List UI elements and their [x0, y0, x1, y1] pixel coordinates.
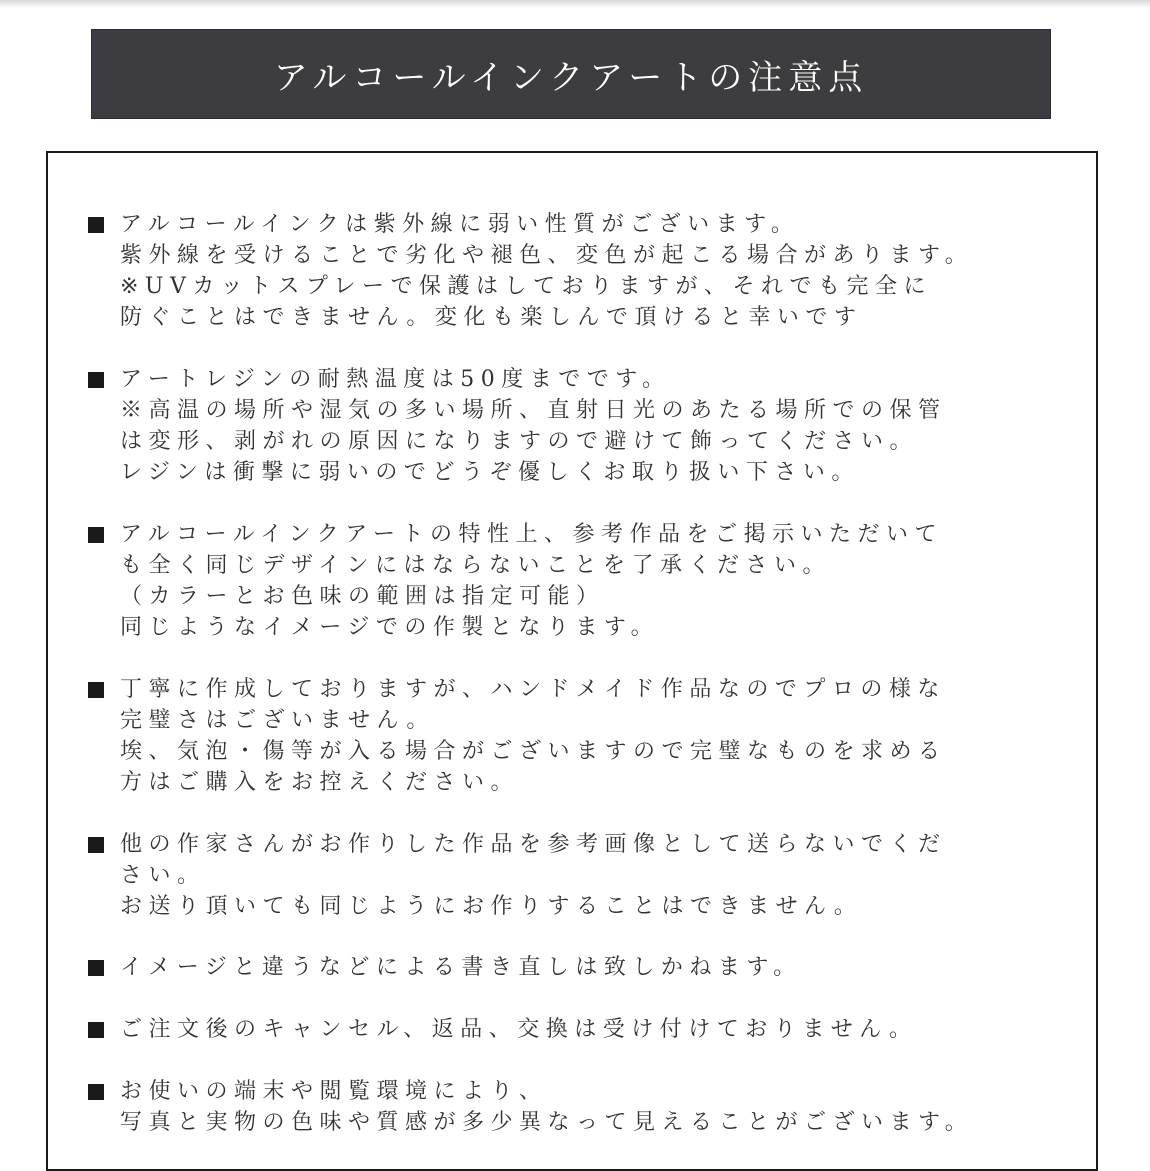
square-bullet-icon: [88, 960, 104, 976]
note-line: [88, 860, 1098, 891]
note-line: [88, 457, 1098, 488]
note-line: [88, 674, 1098, 705]
note-text: 写真と実物の色味や質感が多少異なって見えることがございます。: [120, 1110, 974, 1135]
square-bullet-icon: [88, 217, 104, 233]
square-bullet-icon: [88, 1084, 104, 1100]
square-bullet-icon: [88, 837, 104, 853]
note-text: アルコールインクアートの特性上、参考作品をご掲示いただいて: [120, 522, 943, 547]
note-item-heat: [88, 364, 1098, 488]
page-title: アルコールインクアートの注意点: [273, 57, 869, 98]
note-text: お使いの端末や閲覧環境により、: [120, 1079, 548, 1104]
note-text: 同じようなイメージでの作製となります。: [120, 615, 660, 640]
note-line: [88, 1107, 1098, 1138]
note-line: [88, 519, 1098, 550]
note-line: [88, 364, 1098, 395]
note-item-handmade: [88, 674, 1098, 798]
note-line: [88, 395, 1098, 426]
note-text: ※UVカットスプレーで保護はしておりますが、それでも完全に: [120, 274, 933, 299]
note-text: 埃、気泡・傷等が入る場合がございますので完璧なものを求める: [120, 739, 947, 764]
note-item-uv: [88, 209, 1098, 333]
note-text: 他の作家さんがお作りした作品を参考画像として送らないでくだ: [120, 832, 947, 857]
note-item-cancellation: [88, 1014, 1098, 1045]
note-text: 丁寧に作成しておりますが、ハンドメイド作品なのでプロの様な: [120, 677, 946, 702]
note-line: [88, 829, 1098, 860]
note-text: さい。: [120, 863, 206, 888]
square-bullet-icon: [88, 372, 104, 388]
note-line: [88, 426, 1098, 457]
note-line: [88, 550, 1098, 581]
note-line: [88, 1076, 1098, 1107]
note-line: [88, 302, 1098, 333]
note-text: 完璧さはございません。: [120, 708, 435, 733]
note-item-redraw: [88, 952, 1098, 983]
note-text: ご注文後のキャンセル、返品、交換は受け付けておりません。: [120, 1017, 918, 1042]
note-text: レジンは衝撃に弱いのでどうぞ優しくお取り扱い下さい。: [120, 460, 860, 485]
top-edge-shadow: [0, 0, 1150, 8]
note-text: 防ぐことはできません。変化も楽しんで頂けると幸いです: [120, 305, 863, 330]
note-item-color-difference: [88, 1076, 1098, 1138]
note-text: アートレジンの耐熱温度は50度までです。: [120, 367, 671, 392]
note-text: （カラーとお色味の範囲は指定可能）: [120, 584, 605, 609]
note-line: [88, 581, 1098, 612]
note-line: [88, 891, 1098, 922]
note-item-design: [88, 519, 1098, 643]
note-text: は変形、剥がれの原因になりますので避けて飾ってください。: [120, 429, 919, 454]
note-text: も全く同じデザインにはならないことを了承ください。: [120, 553, 831, 578]
notes-box: [46, 151, 1098, 1171]
note-line: [88, 952, 1098, 983]
note-item-reference: [88, 829, 1098, 922]
note-line: [88, 705, 1098, 736]
square-bullet-icon: [88, 682, 104, 698]
note-text: アルコールインクは紫外線に弱い性質がございます。: [120, 212, 800, 237]
square-bullet-icon: [88, 1022, 104, 1038]
note-line: [88, 240, 1098, 271]
note-line: [88, 1014, 1098, 1045]
note-text: 紫外線を受けることで劣化や褪色、変色が起こる場合があります。: [120, 243, 974, 268]
note-text: お送り頂いても同じようにお作りすることはできません。: [120, 894, 863, 919]
note-line: [88, 612, 1098, 643]
note-line: [88, 271, 1098, 302]
square-bullet-icon: [88, 527, 104, 543]
note-text: ※高温の場所や湿気の多い場所、直射日光のあたる場所での保管: [120, 398, 947, 423]
note-text: 方はご購入をお控えください。: [120, 770, 520, 795]
note-line: [88, 767, 1098, 798]
note-line: [88, 736, 1098, 767]
note-text: イメージと違うなどによる書き直しは致しかねます。: [120, 955, 802, 980]
title-banner: [91, 29, 1051, 119]
note-line: [88, 209, 1098, 240]
